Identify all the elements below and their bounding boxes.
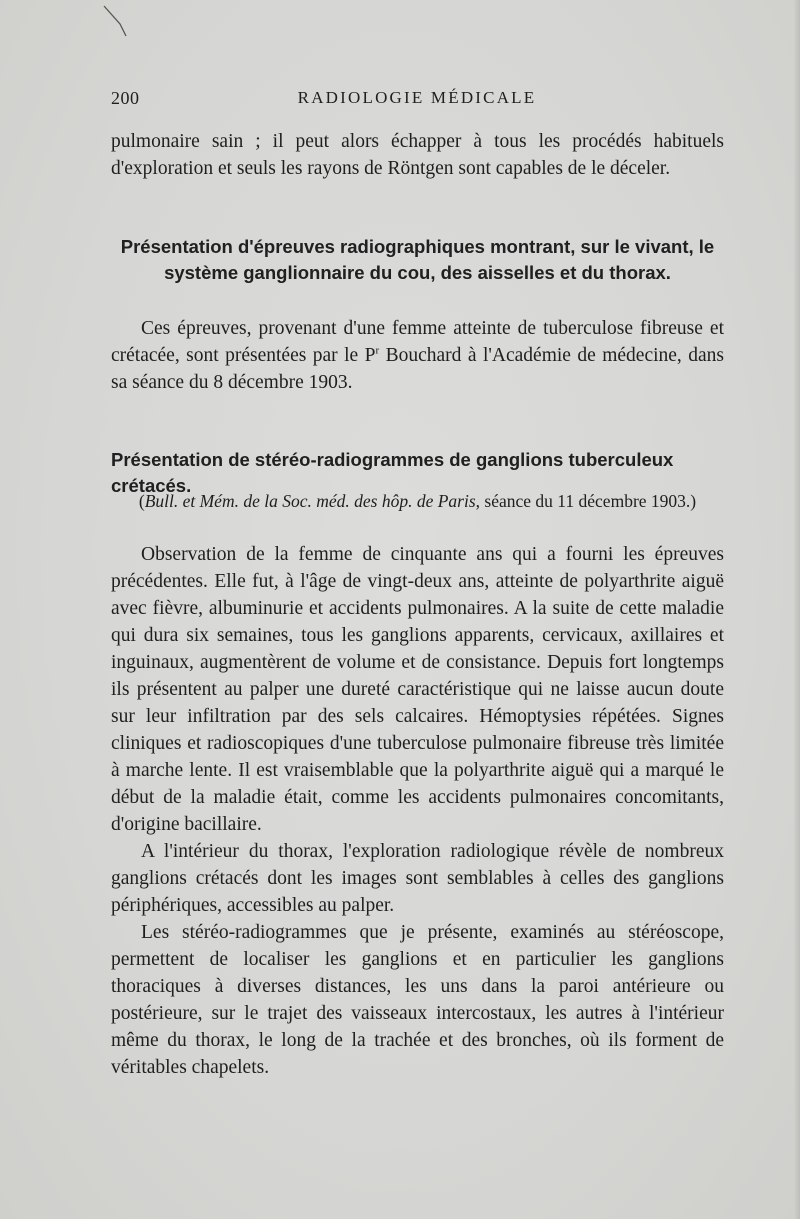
intro-paragraph: [111, 128, 724, 182]
page-number: 200: [111, 88, 140, 108]
section1-text-part1: Ces épreuves, provenant d'une femme atteinte de tuberculose fibreuse et crétacée, sont présentées par le P: [111, 318, 724, 366]
section-heading-radiographs: Présentation d'épreuves radiographiques montrant, sur le vivant, le système ganglionnaire du cou, des aisselles et du thorax.: [120, 236, 715, 283]
citation-open: (: [138, 491, 145, 511]
citation: [111, 489, 724, 513]
section1-text-part2: Bouchard à l'Académie de médecine, dans sa séance du 8 décembre 1903.: [111, 345, 724, 393]
thorax-paragraph: A l'intérieur du thorax, l'exploration radiologique révèle de nombreux ganglions crétacés dont les images sont semblables à celles des ganglions périphériques, accessibles au palper.: [111, 841, 724, 916]
professor-superscript: r: [375, 344, 380, 357]
citation-rest: , séance du 11 décembre 1903.): [475, 491, 697, 511]
intro-text: pulmonaire sain ; il peut alors échapper à tous les procédés habituels d'exploration et seuls les rayons de Röntgen sont capables de le déceler.: [111, 131, 724, 179]
stereo-paragraph: Les stéréo-radiogrammes que je présente, examinés au stéréoscope, permettent de localiser les ganglions et en particulier les ganglions thoraciques à diverses distances, les uns dans la paroi antérieure ou postérieure, sur le trajet des vaisseaux intercostaux, les autres à l'intérieur même du thorax, le long de la trachée et des bronches, où ils forment de véritables chapelets.: [111, 922, 724, 1078]
observation-paragraph: Observation de la femme de cinquante ans qui a fourni les épreuves précédentes. Elle fut, à l'âge de vingt-deux ans, atteinte de polyarthrite aiguë avec fièvre, albuminurie et accidents pulmonaires. A la suite de cette maladie qui dura six semaines, tous les ganglions apparents, cervicaux, axillaires et inguinaux, augmentèrent de volume et de consistance. Depuis fort longtemps ils présentent au palper une dureté caractéristique qui ne laisse aucun doute sur leur infiltration par des sels calcaires. Hémoptysies répétées. Signes cliniques et radioscopiques d'une tuberculose pulmonaire fibreuse très limitée à marche lente. Il est vraisemblable que la polyarthrite aiguë qui a marqué le début de la maladie était, comme les accidents pulmonaires concomitants, d'origine bacillaire.: [111, 544, 724, 835]
observation-block: [111, 541, 724, 1081]
pen-mark: [102, 4, 130, 38]
section1-paragraph: [111, 315, 724, 396]
running-title: RADIOLOGIE MÉDICALE: [297, 88, 537, 107]
section1-text: [111, 315, 724, 396]
page-edge-shadow: [794, 0, 800, 1219]
citation-journal: Bull. et Mém. de la Soc. méd. des hôp. de Paris: [144, 491, 476, 511]
page-header: [111, 88, 723, 116]
section-heading-stereo: Présentation de stéréo-radiogrammes de ganglions tuberculeux crétacés.: [111, 449, 674, 496]
